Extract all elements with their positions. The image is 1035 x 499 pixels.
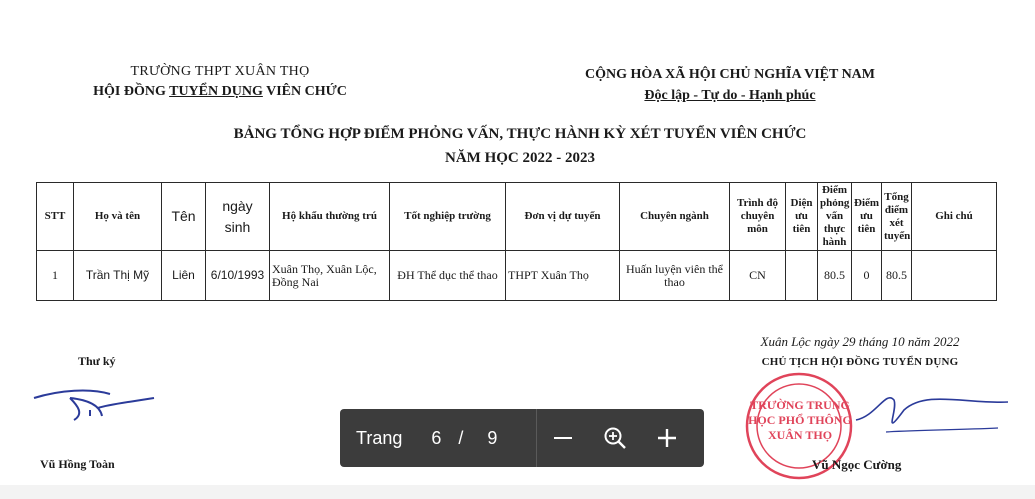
motto: Độc lập - Tự do - Hạnh phúc	[644, 88, 816, 103]
score-table	[36, 182, 997, 301]
cell-name: Trần Thị Mỹ	[74, 251, 162, 301]
cell-graduated: ĐH Thể dục thể thao	[390, 251, 506, 301]
header-dob	[206, 183, 270, 251]
header-notes: Ghi chú	[912, 183, 997, 251]
cell-priority-points: 0	[852, 251, 882, 301]
page-indicator	[340, 428, 536, 449]
council-name	[40, 82, 400, 102]
cell-major: Huấn luyện viên thể thao	[620, 251, 730, 301]
header-right	[540, 64, 920, 106]
header-priority-points: Điểm ưu tiên	[852, 183, 882, 251]
header-dob-line-2: sinh	[224, 218, 251, 235]
header-name: Họ và tên	[74, 183, 162, 251]
header-total: Tổng điểm xét tuyển	[882, 183, 912, 251]
cell-level: CN	[730, 251, 786, 301]
cell-interview: 80.5	[818, 251, 852, 301]
cell-notes	[912, 251, 997, 301]
cell-priority	[786, 251, 818, 301]
header-dob-line-1: ngày	[222, 197, 253, 214]
zoom-out-button[interactable]	[537, 409, 589, 467]
total-pages: 9	[487, 427, 498, 448]
secretary-title: Thư ký	[78, 354, 116, 368]
header-stt: STT	[37, 183, 74, 251]
council-prefix: HỘI ĐỒNG	[93, 84, 170, 99]
council-underlined: TUYỂN DỤNG	[169, 84, 263, 99]
cell-dob: 6/10/1993	[206, 251, 270, 301]
cell-first-name: Liên	[162, 251, 206, 301]
page-separator: /	[458, 427, 464, 448]
header-interview: Điểm phỏng vấn thực hành	[818, 183, 852, 251]
header-priority: Diện ưu tiên	[786, 183, 818, 251]
council-suffix: VIÊN CHỨC	[262, 84, 347, 99]
table-header-row	[37, 183, 997, 251]
current-page-input[interactable]: 6	[431, 427, 442, 448]
cell-total: 80.5	[882, 251, 912, 301]
page-label: Trang	[356, 427, 403, 448]
chair-name: Vũ Ngọc Cường	[812, 457, 902, 472]
header-first-name: Tên	[162, 183, 206, 251]
zoom-in-button[interactable]	[641, 409, 693, 467]
plus-icon	[656, 427, 678, 449]
cell-stt: 1	[37, 251, 74, 301]
bottom-strip	[0, 485, 1035, 499]
document-title	[150, 122, 890, 170]
header-level: Trình độ chuyên môn	[730, 183, 786, 251]
magnifier-plus-icon	[603, 426, 627, 450]
secretary-signature	[30, 386, 160, 426]
header-residence: Hộ khẩu thường trú	[270, 183, 390, 251]
cell-residence: Xuân Thọ, Xuân Lộc, Đồng Nai	[270, 251, 390, 301]
header-left	[40, 62, 400, 102]
date-line: Xuân Lộc ngày 29 tháng 10 năm 2022	[760, 334, 960, 349]
school-name: TRƯỜNG THPT XUÂN THỌ	[130, 64, 310, 79]
cell-unit: THPT Xuân Thọ	[506, 251, 620, 301]
zoom-fit-button[interactable]	[589, 409, 641, 467]
header-graduated: Tốt nghiệp trường	[390, 183, 506, 251]
title-line-2: NĂM HỌC 2022 - 2023	[445, 150, 595, 166]
minus-icon	[552, 427, 574, 449]
table-row	[37, 251, 997, 301]
country-name: CỘNG HÒA XÃ HỘI CHỦ NGHĨA VIỆT NAM	[584, 67, 875, 82]
secretary-name: Vũ Hồng Toàn	[40, 457, 115, 471]
header-major: Chuyên ngành	[620, 183, 730, 251]
page-toolbar	[340, 409, 704, 467]
chair-title: CHỦ TỊCH HỘI ĐỒNG TUYỂN DỤNG	[761, 356, 959, 368]
title-line-1: BẢNG TỔNG HỢP ĐIỂM PHỎNG VẤN, THỰC HÀNH KỲ XÉT TUYỂN VIÊN CHỨC	[233, 126, 807, 142]
header-unit: Đơn vị dự tuyển	[506, 183, 620, 251]
stamp-text: TRƯỜNG TRUNG HỌC PHỔ THÔNG XUÂN THỌ	[748, 398, 852, 442]
